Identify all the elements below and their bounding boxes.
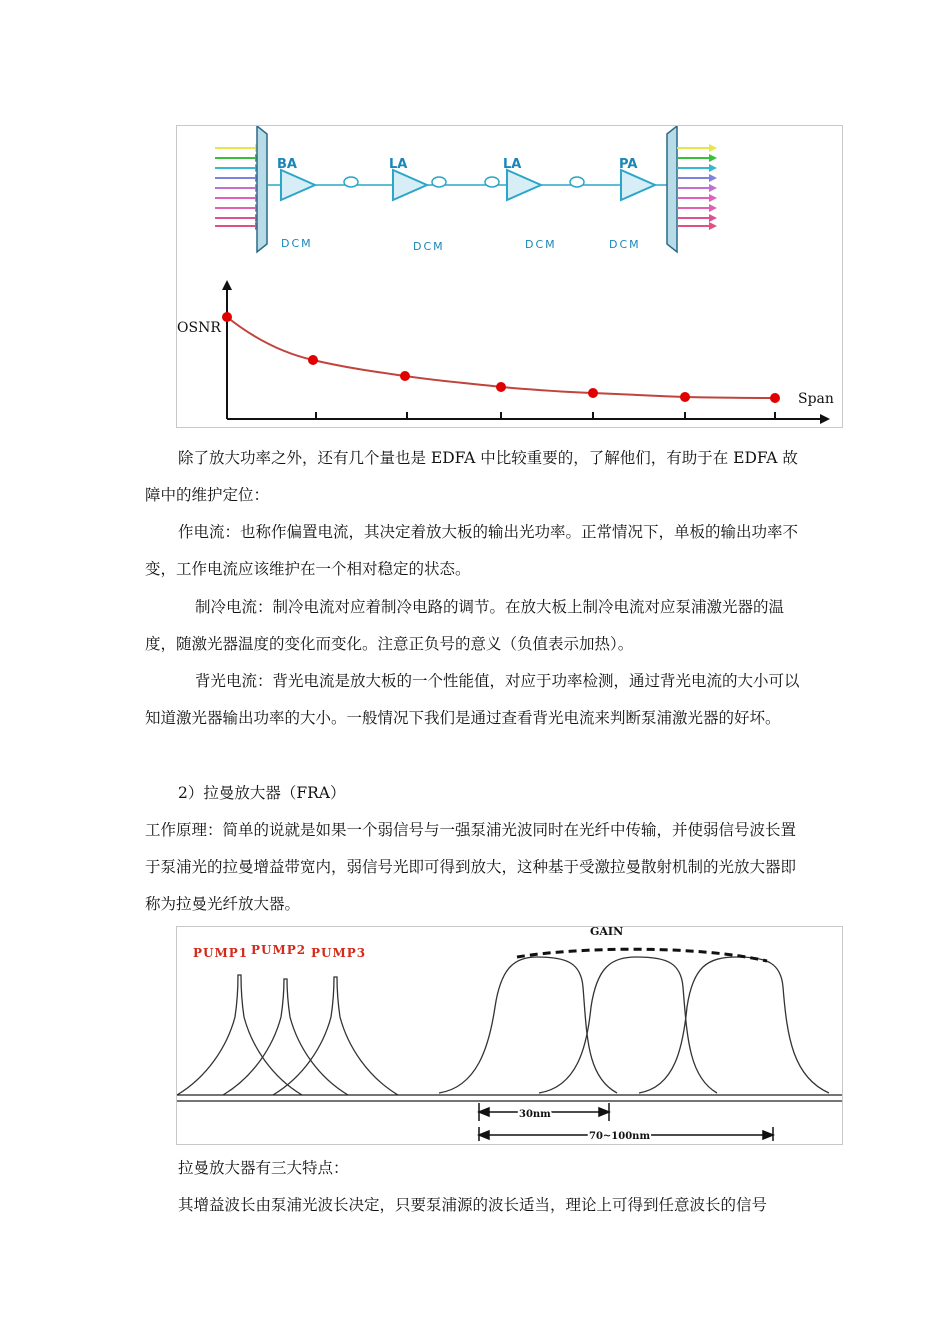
pump-spectrum-3 (273, 977, 398, 1095)
osnr-point (400, 371, 410, 381)
amp-label-la1: LA (389, 157, 408, 172)
section-heading-fra: 2）拉曼放大器（FRA） (178, 784, 346, 802)
osnr-point (496, 382, 506, 392)
gain-curve-2 (539, 957, 717, 1093)
x-axis-ticks (316, 412, 775, 419)
paragraph-cooling-current: 制冷电流：制冷电流对应着制冷电路的调节。在放大板上制冷电流对应泵浦激光器的温度，随激光器温度的变化而变化。注意正负号的意义（负值表示加热）。 (145, 598, 785, 653)
raman-gain-diagram (177, 927, 842, 1144)
amp-label-la2: LA (503, 157, 522, 172)
osnr-point (588, 388, 598, 398)
fiber-spool-icon (485, 177, 499, 187)
fiber-spool-icon (570, 177, 584, 187)
pump-label-3: PUMP3 (311, 946, 367, 960)
spacing-label: 30nm (519, 1109, 551, 1120)
paragraph-edfa-intro: 除了放大功率之外，还有几个量也是 EDFA 中比较重要的，了解他们，有助于在 EDFA 故障中的维护定位： (145, 449, 798, 504)
gain-envelope (517, 949, 767, 961)
paragraph-backlight-current: 背光电流：背光电流是放大板的一个性能值，对应于功率检测，通过背光电流的大小可以知道激光器输出功率的大小。一般情况下我们是通过查看背光电流来判断泵浦激光器的好坏。 (145, 672, 800, 727)
amplifier-ba-symbol (281, 170, 315, 200)
amplifier-la1-symbol (393, 170, 427, 200)
gain-spectra (439, 957, 829, 1093)
input-channel-arrows (215, 144, 263, 230)
edfa-osnr-diagram (177, 126, 842, 427)
demux-block (667, 126, 677, 252)
osnr-point (308, 355, 318, 365)
osnr-point (770, 393, 780, 403)
band-label: 70~100nm (589, 1131, 651, 1142)
edfa-osnr-figure (176, 125, 843, 428)
paragraph-fra-feature-1: 其增益波长由泵浦光波长决定，只要泵浦源的波长适当，理论上可得到任意波长的信号 (178, 1196, 768, 1214)
fiber-spool-icon (432, 177, 446, 187)
pump-label-2: PUMP2 (251, 943, 307, 957)
pump-spectra (177, 975, 398, 1095)
amp-label-ba: BA (277, 157, 297, 172)
pump-label-1: PUMP1 (193, 946, 249, 960)
mux-block (257, 126, 267, 252)
paragraph-fra-features: 拉曼放大器有三大特点： (178, 1159, 349, 1177)
dcm-label: DCM (525, 238, 557, 251)
paragraph-fra-principle: 工作原理：简单的说就是如果一个弱信号与一强泵浦光波同时在光纤中传输，并使弱信号波长置于泵浦光的拉曼增益带宽内，弱信号光即可得到放大，这种基于受激拉曼散射机制的光放大器即称为拉曼光纤放大器。 (145, 821, 797, 913)
gain-curve-3 (639, 957, 829, 1093)
amplifier-la2-symbol (507, 170, 541, 200)
amp-label-pa: PA (619, 157, 638, 172)
osnr-point (680, 392, 690, 402)
raman-gain-figure (176, 926, 843, 1145)
dcm-label: DCM (413, 240, 445, 253)
dcm-label: DCM (281, 237, 313, 250)
output-channel-arrows (677, 144, 717, 230)
x-axis-label: Span (798, 391, 834, 407)
osnr-point (222, 312, 232, 322)
gain-label: GAIN (590, 927, 624, 938)
gain-curve-1 (439, 957, 617, 1093)
y-axis-label: OSNR (177, 320, 221, 336)
dcm-label: DCM (609, 238, 641, 251)
paragraph-working-current: 作电流：也称作偏置电流，其决定着放大板的输出光功率。正常情况下，单板的输出功率不变，工作电流应该维护在一个相对稳定的状态。 (145, 523, 799, 578)
amplifier-pa-symbol (621, 170, 655, 200)
fiber-spool-icon (344, 177, 358, 187)
